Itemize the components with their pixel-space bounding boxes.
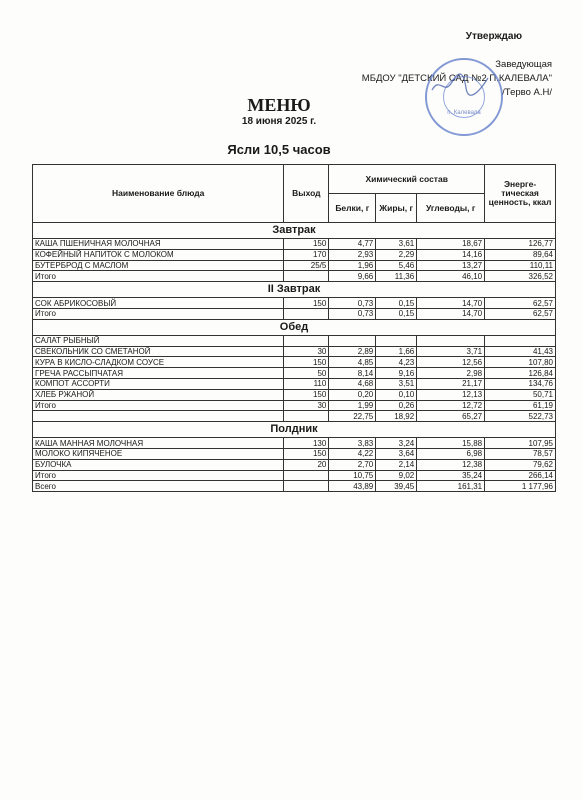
header-output: Выход — [284, 165, 329, 223]
header-protein: Белки, г — [329, 194, 376, 223]
cell-fat: 0,15 — [376, 308, 417, 319]
cell-dish-name: БУТЕРБРОД С МАСЛОМ — [33, 260, 284, 271]
menu-date: 18 июня 2025 г. — [241, 116, 317, 127]
cell-output: 25/5 — [284, 260, 329, 271]
cell-output: 150 — [284, 389, 329, 400]
menu-table — [32, 164, 556, 492]
cell-output: 30 — [284, 400, 329, 411]
cell-dish-name — [33, 411, 284, 422]
table-row — [33, 271, 556, 282]
cell-energy: 134,76 — [485, 378, 556, 389]
cell-carbs: 161,31 — [417, 481, 485, 492]
cell-fat — [376, 335, 417, 346]
cell-energy — [485, 335, 556, 346]
cell-dish-name: БУЛОЧКА — [33, 459, 284, 470]
table-row — [33, 470, 556, 481]
cell-protein: 1,96 — [329, 260, 376, 271]
cell-output: 20 — [284, 459, 329, 470]
cell-protein: 4,85 — [329, 357, 376, 368]
cell-protein: 2,93 — [329, 249, 376, 260]
section-row — [33, 223, 556, 239]
cell-carbs: 12,38 — [417, 459, 485, 470]
cell-protein: 10,75 — [329, 470, 376, 481]
cell-protein: 1,99 — [329, 400, 376, 411]
section-row — [33, 319, 556, 335]
cell-output — [284, 411, 329, 422]
cell-carbs: 14,70 — [417, 298, 485, 309]
cell-energy: 107,95 — [485, 438, 556, 449]
table-row — [33, 308, 556, 319]
cell-carbs: 14,16 — [417, 249, 485, 260]
cell-carbs: 12,13 — [417, 389, 485, 400]
table-row — [33, 249, 556, 260]
cell-dish-name: КАША МАННАЯ МОЛОЧНАЯ — [33, 438, 284, 449]
section-row — [33, 422, 556, 438]
cell-dish-name: Итого — [33, 308, 284, 319]
cell-protein: 0,73 — [329, 308, 376, 319]
approval-title: Утверждаю — [465, 31, 522, 42]
cell-energy: 62,57 — [485, 298, 556, 309]
cell-dish-name: КАША ПШЕНИЧНАЯ МОЛОЧНАЯ — [33, 239, 284, 250]
section-title: Завтрак — [33, 223, 556, 239]
cell-dish-name: ГРЕЧА РАССЫПЧАТАЯ — [33, 368, 284, 379]
cell-energy: 522,73 — [485, 411, 556, 422]
cell-output: 30 — [284, 346, 329, 357]
cell-energy: 41,43 — [485, 346, 556, 357]
table-row — [33, 346, 556, 357]
section-title: Полдник — [33, 422, 556, 438]
cell-carbs: 46,10 — [417, 271, 485, 282]
cell-protein: 0,20 — [329, 389, 376, 400]
header-energy: Энерге-тическая ценность, ккал — [485, 165, 556, 223]
cell-energy: 126,77 — [485, 239, 556, 250]
cell-energy: 78,57 — [485, 448, 556, 459]
section-row — [33, 282, 556, 298]
table-row — [33, 378, 556, 389]
table-row — [33, 298, 556, 309]
cell-protein: 2,70 — [329, 459, 376, 470]
cell-protein: 4,68 — [329, 378, 376, 389]
cell-carbs: 12,56 — [417, 357, 485, 368]
approval-position: Заведующая — [495, 59, 552, 70]
cell-protein: 2,89 — [329, 346, 376, 357]
cell-carbs: 18,67 — [417, 239, 485, 250]
cell-protein: 9,66 — [329, 271, 376, 282]
cell-energy: 50,71 — [485, 389, 556, 400]
cell-fat: 1,66 — [376, 346, 417, 357]
cell-fat: 4,23 — [376, 357, 417, 368]
cell-protein: 3,83 — [329, 438, 376, 449]
cell-output — [284, 271, 329, 282]
cell-carbs: 14,70 — [417, 308, 485, 319]
cell-dish-name: МОЛОКО КИПЯЧЕНОЕ — [33, 448, 284, 459]
cell-protein: 4,77 — [329, 239, 376, 250]
header-name: Наименование блюда — [33, 165, 284, 223]
menu-title: МЕНЮ — [247, 95, 311, 115]
cell-fat: 9,02 — [376, 470, 417, 481]
cell-dish-name: ХЛЕБ РЖАНОЙ — [33, 389, 284, 400]
cell-energy: 326,52 — [485, 271, 556, 282]
cell-carbs: 13,27 — [417, 260, 485, 271]
cell-dish-name: КУРА В КИСЛО-СЛАДКОМ СОУСЕ — [33, 357, 284, 368]
cell-energy: 107,80 — [485, 357, 556, 368]
cell-fat: 5,46 — [376, 260, 417, 271]
cell-carbs: 12,72 — [417, 400, 485, 411]
cell-protein — [329, 335, 376, 346]
table-row — [33, 400, 556, 411]
cell-protein: 43,89 — [329, 481, 376, 492]
cell-fat: 0,10 — [376, 389, 417, 400]
table-row — [33, 260, 556, 271]
cell-carbs: 15,88 — [417, 438, 485, 449]
header-carbs: Углеводы, г — [417, 194, 485, 223]
cell-fat: 3,51 — [376, 378, 417, 389]
table-row — [33, 368, 556, 379]
cell-output: 150 — [284, 239, 329, 250]
cell-output — [284, 470, 329, 481]
cell-fat: 18,92 — [376, 411, 417, 422]
cell-output: 110 — [284, 378, 329, 389]
cell-dish-name: СОК АБРИКОСОВЫЙ — [33, 298, 284, 309]
menu-table-body — [33, 223, 556, 492]
cell-dish-name: САЛАТ РЫБНЫЙ — [33, 335, 284, 346]
cell-carbs: 65,27 — [417, 411, 485, 422]
cell-carbs — [417, 335, 485, 346]
section-title: II Завтрак — [33, 282, 556, 298]
table-row — [33, 459, 556, 470]
table-row — [33, 389, 556, 400]
cell-protein: 22,75 — [329, 411, 376, 422]
cell-protein: 4,22 — [329, 448, 376, 459]
cell-output — [284, 335, 329, 346]
cell-energy: 110,11 — [485, 260, 556, 271]
cell-dish-name: Итого — [33, 271, 284, 282]
cell-output — [284, 481, 329, 492]
cell-energy: 89,64 — [485, 249, 556, 260]
cell-carbs: 6,98 — [417, 448, 485, 459]
cell-output — [284, 308, 329, 319]
cell-fat: 3,61 — [376, 239, 417, 250]
cell-dish-name: Всего — [33, 481, 284, 492]
stamp-text: п. Калевала — [447, 110, 481, 116]
section-title: Обед — [33, 319, 556, 335]
table-row — [33, 481, 556, 492]
table-row — [33, 357, 556, 368]
cell-fat: 2,29 — [376, 249, 417, 260]
cell-carbs: 21,17 — [417, 378, 485, 389]
cell-fat: 3,64 — [376, 448, 417, 459]
cell-protein: 8,14 — [329, 368, 376, 379]
table-row — [33, 335, 556, 346]
cell-fat: 0,15 — [376, 298, 417, 309]
cell-carbs: 2,98 — [417, 368, 485, 379]
cell-energy: 61,19 — [485, 400, 556, 411]
cell-fat: 39,45 — [376, 481, 417, 492]
cell-output: 50 — [284, 368, 329, 379]
cell-fat: 0,26 — [376, 400, 417, 411]
cell-dish-name: КОМПОТ АССОРТИ — [33, 378, 284, 389]
cell-output: 150 — [284, 448, 329, 459]
table-row — [33, 411, 556, 422]
cell-carbs: 35,24 — [417, 470, 485, 481]
cell-fat: 9,16 — [376, 368, 417, 379]
cell-fat: 11,36 — [376, 271, 417, 282]
cell-dish-name: Итого — [33, 400, 284, 411]
cell-energy: 126,84 — [485, 368, 556, 379]
cell-dish-name: СВЕКОЛЬНИК СО СМЕТАНОЙ — [33, 346, 284, 357]
cell-output: 150 — [284, 298, 329, 309]
cell-energy: 62,57 — [485, 308, 556, 319]
cell-dish-name: Итого — [33, 470, 284, 481]
cell-output: 150 — [284, 357, 329, 368]
approval-org: МБДОУ "ДЕТСКИЙ САД №2 П.КАЛЕВАЛА" — [361, 73, 552, 84]
cell-output: 130 — [284, 438, 329, 449]
header-chem: Химический состав — [329, 165, 485, 194]
table-row — [33, 438, 556, 449]
cell-fat: 2,14 — [376, 459, 417, 470]
cell-energy: 266,14 — [485, 470, 556, 481]
cell-energy: 1 177,96 — [485, 481, 556, 492]
cell-protein: 0,73 — [329, 298, 376, 309]
approval-signer: /Терво А.Н/ — [502, 87, 552, 98]
cell-energy: 79,62 — [485, 459, 556, 470]
cell-fat: 3,24 — [376, 438, 417, 449]
table-row — [33, 239, 556, 250]
header-fat: Жиры, г — [376, 194, 417, 223]
menu-group: Ясли 10,5 часов — [227, 142, 331, 157]
cell-carbs: 3,71 — [417, 346, 485, 357]
cell-dish-name: КОФЕЙНЫЙ НАПИТОК С МОЛОКОМ — [33, 249, 284, 260]
cell-output: 170 — [284, 249, 329, 260]
table-row — [33, 448, 556, 459]
